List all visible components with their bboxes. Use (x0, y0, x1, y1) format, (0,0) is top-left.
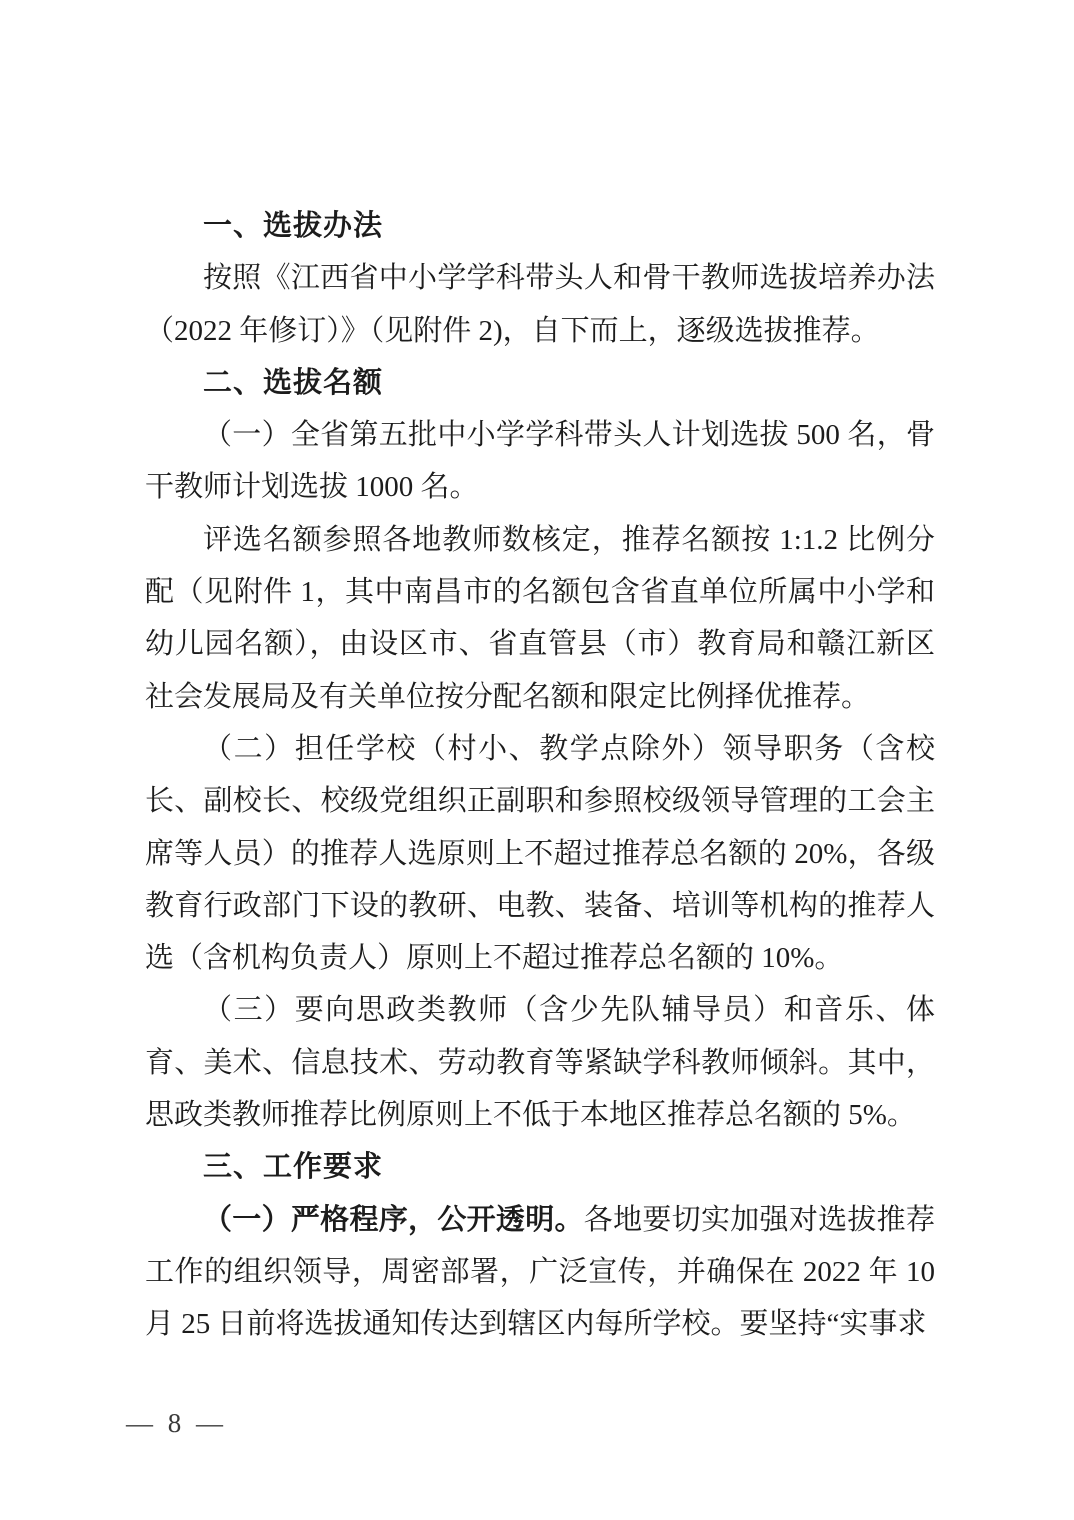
paragraph-subject-priority: （三）要向思政类教师（含少先队辅导员）和音乐、体育、美术、信息技术、劳动教育等紧缺学科教师倾斜。其中，思政类教师推荐比例原则上不低于本地区推荐总名额的 5%。 (145, 994, 935, 1132)
section-heading-work-requirements: 三、工作要求 (203, 1151, 384, 1184)
paragraph-quota-totals: （一）全省第五批中小学学科带头人计划选拔 500 名，骨干教师计划选拔 1000 名。 (145, 419, 935, 504)
paragraph-strict-procedure-text: 各地要切实加强对选拔推荐工作的组织领导，周密部署，广泛宣传，并确保在 2022 年 10 月 25 日前将选拔通知传达到辖区内每所学校。要坚持“实事求 (145, 1203, 935, 1341)
section-heading-selection-quota: 二、选拔名额 (203, 366, 384, 399)
paragraph-strict-procedure (145, 1194, 935, 1351)
document-body (145, 200, 935, 1351)
paragraph-lead-bold: （一）严格程序，公开透明。 (203, 1203, 584, 1236)
paragraph-leadership-ratio-limits: （二）担任学校（村小、教学点除外）领导职务（含校长、副校长、校级党组织正副职和参照校级领导管理的工会主席等人员）的推荐人选原则上不超过推荐总名额的 20%，各级教育行政部门下设的教研、电教、装备、培训等机构的推荐人选（含机构负责人）原则上不超过推荐总名额的 10%。 (145, 732, 935, 975)
page-number: — 8 — (126, 1408, 227, 1438)
paragraph-selection-method-basis: 按照《江西省中小学学科带头人和骨干教师选拔培养办法（2022 年修订）》（见附件 2)，自下而上，逐级选拔推荐。 (145, 262, 935, 347)
section-heading-selection-method: 一、选拔办法 (203, 210, 384, 242)
paragraph-quota-allocation: 评选名额参照各地教师数核定，推荐名额按 1:1.2 比例分配（见附件 1，其中南昌市的名额包含省直单位所属中小学和幼儿园名额），由设区市、省直管县（市）教育局和赣江新区社会发展局及有关单位按分配名额和限定比例择优推荐。 (145, 523, 935, 713)
